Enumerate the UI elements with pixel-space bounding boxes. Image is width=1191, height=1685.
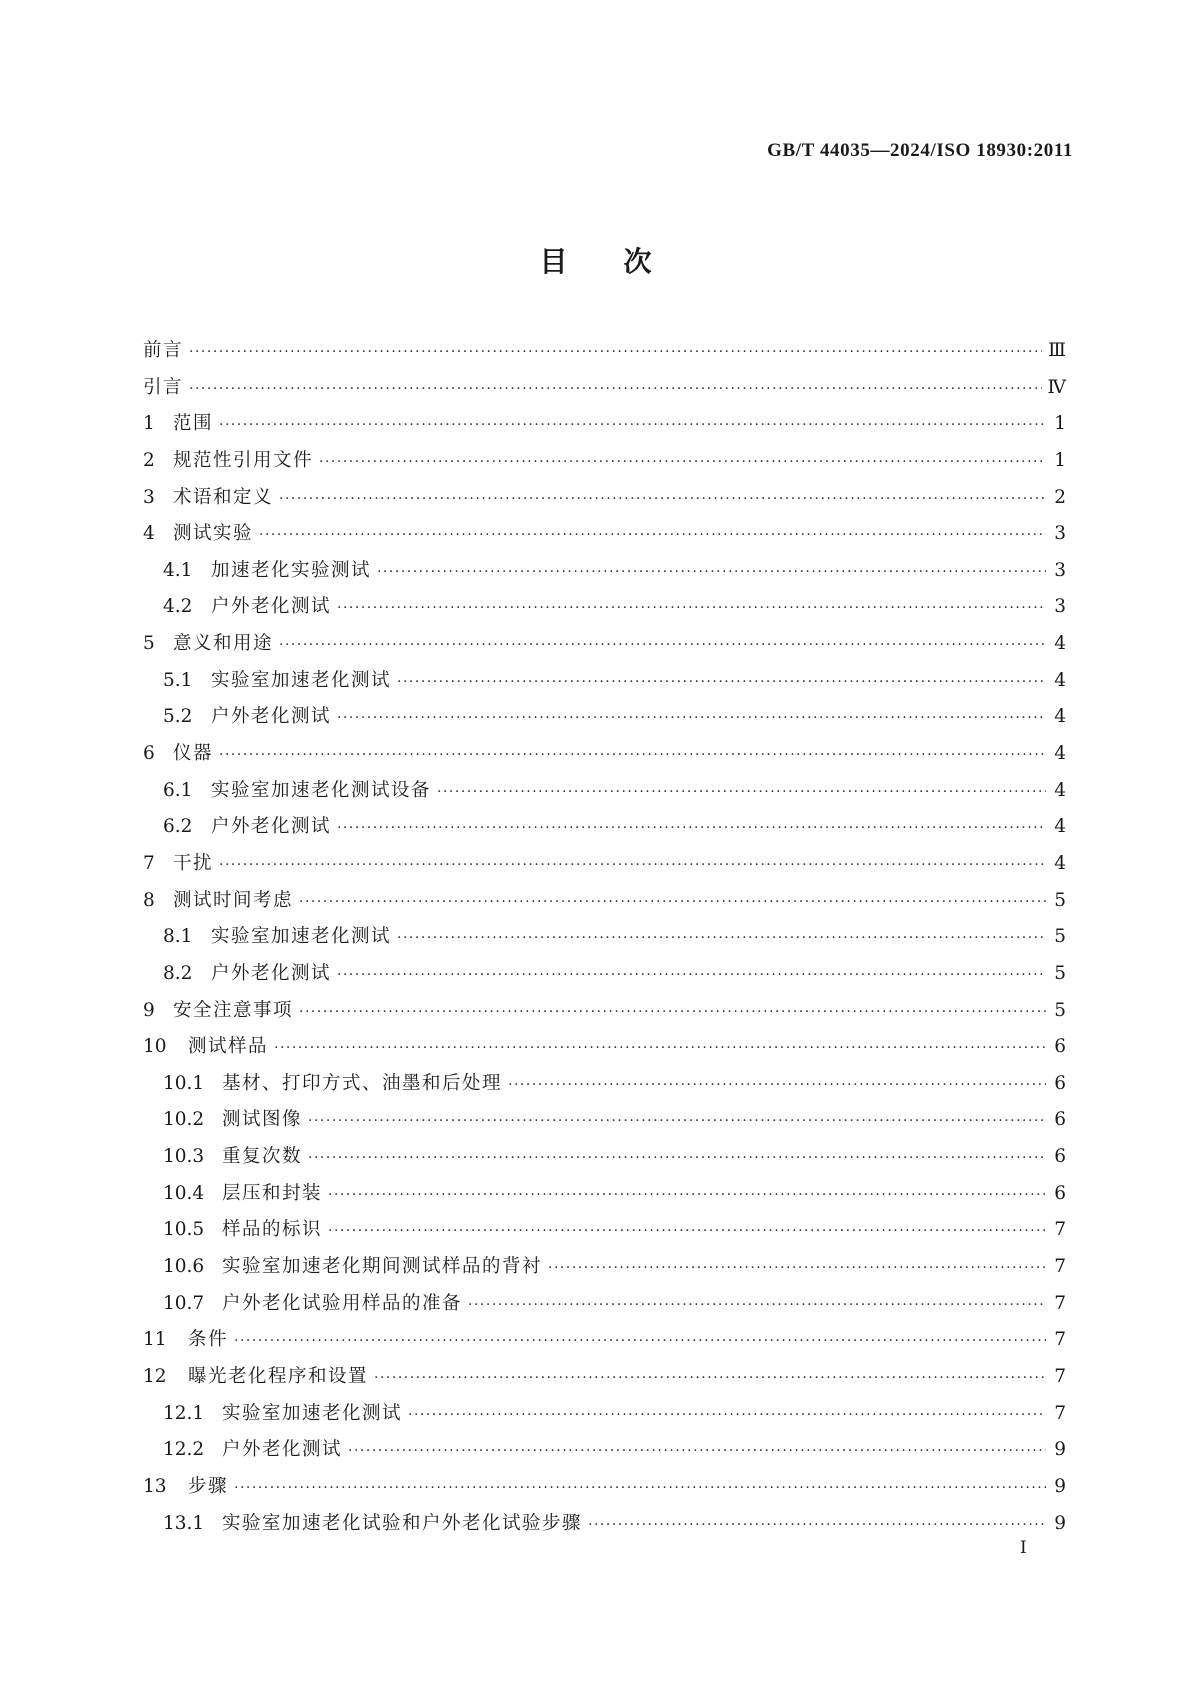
toc-leader-dots: [279, 491, 1046, 507]
toc-entry-number: 7: [143, 852, 155, 874]
toc-entry-page: 6: [1054, 1182, 1066, 1204]
toc-entry-page: 7: [1054, 1329, 1066, 1351]
toc-entry[interactable]: [143, 556, 1066, 593]
toc-entry-title: 基材、打印方式、油墨和后处理: [222, 1072, 503, 1094]
toc-leader-dots: [508, 1077, 1046, 1093]
toc-entry-title: 步骤: [188, 1475, 229, 1497]
toc-entry-page: 2: [1054, 486, 1066, 508]
toc-entry[interactable]: [143, 959, 1066, 996]
toc-entry-number: 10.4: [163, 1182, 205, 1204]
toc-entry-number: 12: [143, 1365, 167, 1387]
toc-leader-dots: [279, 637, 1046, 653]
toc-entry-page: 7: [1054, 1365, 1066, 1387]
toc-leader-dots: [348, 1443, 1046, 1459]
toc-entry[interactable]: [143, 1252, 1066, 1289]
toc-leader-dots: [299, 1004, 1046, 1020]
toc-leader-dots: [337, 967, 1046, 983]
toc-leader-dots: [588, 1517, 1046, 1533]
toc-entry-number: 10.2: [163, 1109, 205, 1131]
toc-entry-page: 5: [1054, 962, 1066, 984]
toc-entry[interactable]: [143, 446, 1066, 483]
toc-leader-dots: [377, 564, 1046, 580]
toc-entry-page: 5: [1054, 926, 1066, 948]
toc-entry-number: 4: [143, 523, 155, 545]
toc-leader-dots: [308, 1150, 1046, 1166]
toc-entry-title: 户外老化试验用样品的准备: [222, 1292, 463, 1314]
toc-entry-title: 样品的标识: [222, 1219, 323, 1241]
toc-entry-number: 8.1: [163, 926, 193, 948]
toc-entry-number: 4.1: [163, 559, 193, 581]
toc-entry-title: 户外老化测试: [211, 596, 332, 618]
toc-entry[interactable]: [143, 1105, 1066, 1142]
toc-entry-number: 8.2: [163, 962, 193, 984]
toc-entry-title: 户外老化测试: [211, 962, 332, 984]
toc-entry-number: 5: [143, 633, 155, 655]
toc-leader-dots: [337, 820, 1046, 836]
toc-entry-title: 测试实验: [173, 523, 254, 545]
toc-entry[interactable]: [143, 812, 1066, 849]
toc-entry-page: 1: [1054, 413, 1066, 435]
toc-entry-number: 5.2: [163, 706, 193, 728]
toc-entry-number: 9: [143, 999, 155, 1021]
toc-entry-title: 重复次数: [222, 1146, 303, 1168]
toc-entry-number: 6.1: [163, 779, 193, 801]
toc-entry[interactable]: [143, 1069, 1066, 1106]
toc-entry-number: 10.6: [163, 1256, 205, 1278]
toc-entry[interactable]: [143, 592, 1066, 629]
toc-leader-dots: [328, 1187, 1046, 1203]
toc-entry-number: 6: [143, 743, 155, 765]
toc-leader-dots: [274, 1040, 1046, 1056]
toc-entry-page: 6: [1054, 1036, 1066, 1058]
toc-entry-page: 3: [1054, 559, 1066, 581]
toc-entry-page: 7: [1054, 1292, 1066, 1314]
toc-entry-title: 引言: [143, 376, 184, 398]
toc-entry-number: 2: [143, 449, 155, 471]
toc-entry-page: 9: [1054, 1512, 1066, 1534]
page-title: 目次: [539, 245, 708, 278]
toc-entry[interactable]: [143, 1435, 1066, 1472]
toc-entry-title: 层压和封装: [222, 1182, 323, 1204]
toc-leader-dots: [319, 454, 1046, 470]
toc-leader-dots: [374, 1370, 1046, 1386]
standard-code-header: GB/T 44035—2024/ISO 18930:2011: [767, 140, 1073, 161]
toc-entry-title: 实验室加速老化测试设备: [211, 779, 432, 801]
toc-entry-page: 1: [1054, 449, 1066, 471]
toc-entry[interactable]: [143, 1142, 1066, 1179]
toc-entry[interactable]: [143, 409, 1066, 446]
toc-entry-number: 13.1: [163, 1512, 205, 1534]
toc-entry-title: 实验室加速老化期间测试样品的背衬: [222, 1256, 543, 1278]
toc-entry[interactable]: [143, 1215, 1066, 1252]
toc-leader-dots: [337, 600, 1046, 616]
toc-entry-number: 10: [143, 1036, 167, 1058]
toc-entry-title: 曝光老化程序和设置: [188, 1365, 369, 1387]
toc-entry[interactable]: [143, 373, 1066, 410]
toc-entry-page: 4: [1054, 669, 1066, 691]
toc-entry-number: 12.1: [163, 1402, 205, 1424]
toc-leader-dots: [189, 381, 1042, 397]
toc-entry-title: 范围: [173, 413, 214, 435]
toc-entry[interactable]: [143, 1325, 1066, 1362]
toc-entry[interactable]: [143, 483, 1066, 520]
toc-entry[interactable]: [143, 1032, 1066, 1069]
toc-leader-dots: [234, 1480, 1046, 1496]
toc-entry[interactable]: [143, 849, 1066, 886]
toc-entry[interactable]: [143, 996, 1066, 1033]
toc-entry-page: 4: [1054, 852, 1066, 874]
toc-entry-title: 实验室加速老化测试: [222, 1402, 403, 1424]
toc-entry[interactable]: [143, 666, 1066, 703]
toc-entry-title: 户外老化测试: [222, 1439, 343, 1461]
toc-entry-page: Ⅲ: [1048, 340, 1066, 361]
toc-leader-dots: [308, 1113, 1046, 1129]
toc-entry-page: 3: [1054, 523, 1066, 545]
toc-entry-number: 6.2: [163, 816, 193, 838]
toc-leader-dots: [219, 857, 1046, 873]
toc-entry[interactable]: [143, 1399, 1066, 1436]
toc-entry-number: 10.5: [163, 1219, 205, 1241]
toc-leader-dots: [299, 894, 1046, 910]
toc-entry-title: 仪器: [173, 743, 214, 765]
toc-entry-page: 4: [1054, 743, 1066, 765]
toc-entry[interactable]: [143, 776, 1066, 813]
toc-entry-number: 13: [143, 1475, 167, 1497]
toc-leader-dots: [437, 784, 1046, 800]
toc-entry-number: 10.7: [163, 1292, 205, 1314]
toc-entry[interactable]: [143, 1472, 1066, 1509]
toc-entry-title: 测试图像: [222, 1109, 303, 1131]
toc-entry-number: 3: [143, 486, 155, 508]
toc-entry-number: 10.1: [163, 1072, 205, 1094]
toc-entry-number: 5.1: [163, 669, 193, 691]
toc-entry-page: 7: [1054, 1402, 1066, 1424]
toc-entry-number: 4.2: [163, 596, 193, 618]
toc-entry-title: 户外老化测试: [211, 706, 332, 728]
toc-entry-page: 5: [1054, 889, 1066, 911]
toc-entry-number: 11: [143, 1329, 167, 1351]
toc-entry-title: 干扰: [173, 852, 214, 874]
toc-entry-title: 规范性引用文件: [173, 449, 314, 471]
toc-leader-dots: [397, 674, 1046, 690]
toc-entry-number: 12.2: [163, 1439, 205, 1461]
page-number: Ⅰ: [1020, 1538, 1027, 1557]
toc-entry-page: 9: [1054, 1439, 1066, 1461]
toc-entry-title: 实验室加速老化测试: [211, 669, 392, 691]
toc-entry-title: 测试时间考虑: [173, 889, 294, 911]
toc-entry[interactable]: [143, 1179, 1066, 1216]
toc-leader-dots: [408, 1407, 1046, 1423]
toc-leader-dots: [337, 710, 1046, 726]
toc-entry[interactable]: [143, 1362, 1066, 1399]
table-of-contents: [143, 336, 1066, 1545]
toc-entry[interactable]: [143, 922, 1066, 959]
toc-entry-number: 8: [143, 889, 155, 911]
toc-entry-page: 7: [1054, 1256, 1066, 1278]
toc-entry-title: 安全注意事项: [173, 999, 294, 1021]
toc-leader-dots: [189, 344, 1042, 360]
toc-leader-dots: [468, 1297, 1046, 1313]
toc-entry-page: 6: [1054, 1109, 1066, 1131]
toc-entry-page: 6: [1054, 1146, 1066, 1168]
toc-entry[interactable]: [143, 886, 1066, 923]
toc-entry-page: 9: [1054, 1475, 1066, 1497]
toc-entry-page: 6: [1054, 1072, 1066, 1094]
toc-entry-title: 加速老化实验测试: [211, 559, 372, 581]
toc-entry-page: 3: [1054, 596, 1066, 618]
toc-entry-page: 4: [1054, 816, 1066, 838]
toc-entry-page: Ⅳ: [1047, 376, 1066, 398]
toc-entry-title: 户外老化测试: [211, 816, 332, 838]
toc-entry-page: 5: [1054, 999, 1066, 1021]
toc-entry[interactable]: [143, 1289, 1066, 1326]
toc-entry-number: 10.3: [163, 1146, 205, 1168]
toc-entry[interactable]: [143, 1509, 1066, 1546]
toc-entry[interactable]: [143, 739, 1066, 776]
toc-leader-dots: [219, 417, 1046, 433]
toc-entry[interactable]: [143, 336, 1066, 373]
toc-entry-title: 测试样品: [188, 1036, 269, 1058]
toc-entry-title: 实验室加速老化试验和户外老化试验步骤: [222, 1512, 583, 1534]
toc-leader-dots: [234, 1333, 1046, 1349]
toc-leader-dots: [397, 930, 1046, 946]
toc-leader-dots: [219, 747, 1046, 763]
toc-entry-title: 意义和用途: [173, 633, 274, 655]
toc-entry-title: 前言: [143, 340, 184, 361]
toc-entry[interactable]: [143, 702, 1066, 739]
toc-entry-title: 条件: [188, 1329, 229, 1351]
toc-entry-page: 7: [1054, 1219, 1066, 1241]
toc-entry-title: 实验室加速老化测试: [211, 926, 392, 948]
toc-leader-dots: [259, 527, 1046, 543]
toc-leader-dots: [548, 1260, 1046, 1276]
toc-leader-dots: [328, 1223, 1046, 1239]
toc-entry-title: 术语和定义: [173, 486, 274, 508]
toc-entry[interactable]: [143, 519, 1066, 556]
toc-entry-page: 4: [1054, 779, 1066, 801]
toc-entry-page: 4: [1054, 633, 1066, 655]
toc-entry[interactable]: [143, 629, 1066, 666]
toc-entry-page: 4: [1054, 706, 1066, 728]
toc-entry-number: 1: [143, 413, 155, 435]
